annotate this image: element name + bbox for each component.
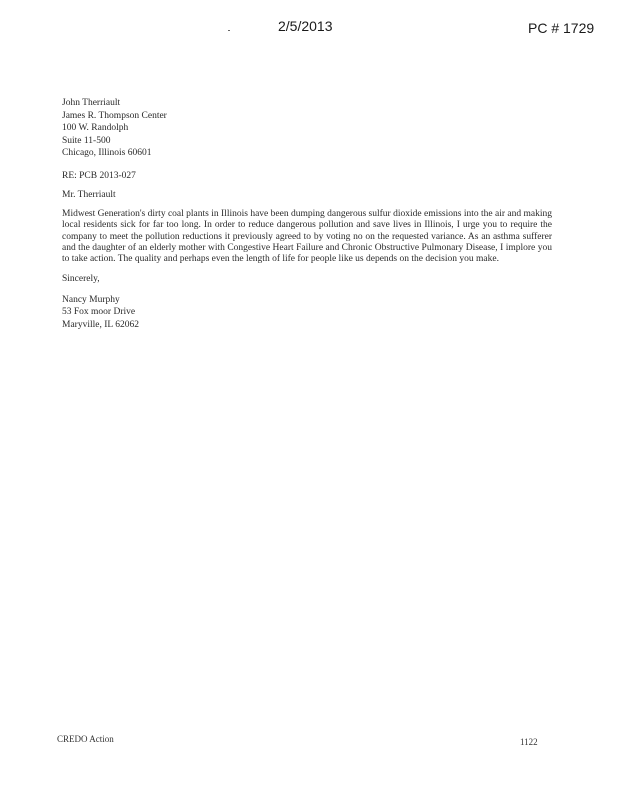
letter-body — [62, 97, 552, 332]
sender-address — [62, 294, 552, 332]
recipient-suite: Suite 11-500 — [62, 135, 111, 146]
closing: Sincerely, — [62, 274, 100, 285]
footer-source: CREDO Action — [57, 734, 114, 744]
sender-name: Nancy Murphy — [62, 294, 120, 305]
public-comment-number: PC # 1729 — [528, 20, 595, 36]
recipient-building: James R. Thompson Center — [62, 110, 167, 121]
salutation: Mr. Therriault — [62, 189, 116, 200]
sender-city: Maryville, IL 62062 — [62, 319, 139, 330]
recipient-name: John Therriault — [62, 98, 121, 108]
header-date: 2/5/2013 — [278, 18, 333, 34]
re-line: RE: PCB 2013-027 — [62, 170, 136, 181]
sender-street: 53 Fox moor Drive — [62, 307, 136, 318]
body-paragraph: Midwest Generation's dirty coal plants in Illinois have been dumping dangerous sulfur dioxide emissions into the air and making local residents sick for far too long. In order to reduce dangerous pollution and save lives in Illinois, I urge you to require the company to meet the pollution reductions it previously agreed to by voting no on the requested variance. As an asthma sufferer and the daughter of an elderly mother with Congestive Heart Failure and Chronic Obstructive Pulmonary Disease, I implore you to take action. The quality and perhaps even the length of life for people like us depends on the decision you make. — [62, 209, 552, 264]
recipient-city: Chicago, Illinois 60601 — [62, 148, 152, 159]
recipient-street: 100 W. Randolph — [62, 123, 129, 134]
recipient-address — [62, 97, 552, 160]
footer-page-number: 1122 — [520, 737, 538, 747]
scan-speck — [228, 30, 230, 31]
